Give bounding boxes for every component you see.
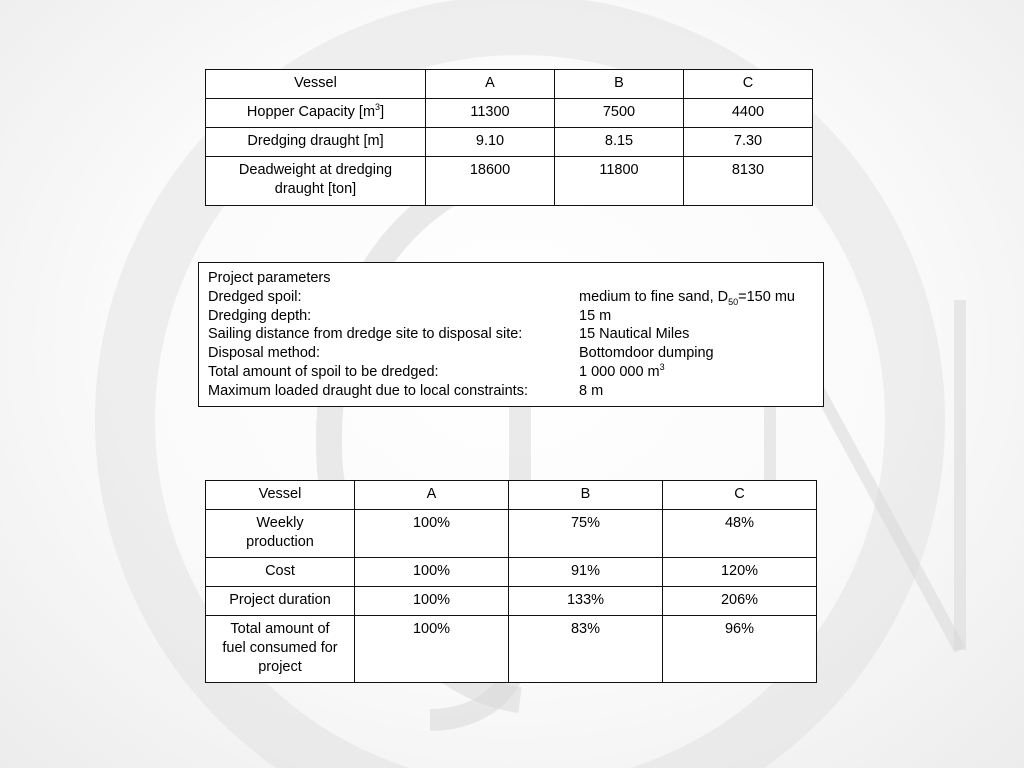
parameter-value: medium to fine sand, $D_{50}=150$ mu <box>579 288 795 307</box>
parameters-title: Project parameters <box>208 270 331 286</box>
table-cell: 100% <box>355 587 509 616</box>
row-label: Deadweight at dredging draught [ton] <box>206 157 426 206</box>
parameter-value: 1 000 000 $m^3$ <box>579 362 665 380</box>
parameter-row <box>208 363 823 382</box>
table-row <box>206 558 817 587</box>
parameter-label: Dredged spoil: <box>208 288 302 305</box>
table-header-row <box>206 481 817 510</box>
header-cell: A <box>355 481 509 510</box>
table-cell: 83% <box>509 616 663 683</box>
table-cell: 8.15 <box>555 128 684 157</box>
parameter-label: Sailing distance from dredge site to disposal site: <box>208 326 523 343</box>
row-label: Hopper Capacity $[m^3]$ <box>206 99 426 128</box>
project-parameters-box <box>198 262 824 407</box>
table-cell: 11800 <box>555 157 684 206</box>
table-cell: 75% <box>509 510 663 558</box>
row-label: Cost <box>206 558 355 587</box>
parameter-row <box>208 344 823 363</box>
table-cell: 120% <box>663 558 817 587</box>
table-cell: 100% <box>355 558 509 587</box>
table-cell: 9.10 <box>426 128 555 157</box>
parameter-value: 15 Nautical Miles <box>579 326 690 343</box>
table-row <box>206 99 813 128</box>
table-cell: 7.30 <box>684 128 813 157</box>
parameter-row <box>208 325 823 344</box>
table-cell: 206% <box>663 587 817 616</box>
row-label: Total amount of fuel consumed for project <box>206 616 355 683</box>
parameter-label: Disposal method: <box>208 345 321 362</box>
table-header-row <box>206 70 813 99</box>
table-row <box>206 157 813 206</box>
parameter-row <box>208 382 823 401</box>
parameter-row <box>208 288 823 307</box>
table-cell: 133% <box>509 587 663 616</box>
header-cell: C <box>684 70 813 99</box>
table-cell: 100% <box>355 616 509 683</box>
table-cell: 4400 <box>684 99 813 128</box>
parameter-row <box>208 307 823 326</box>
header-cell: B <box>509 481 663 510</box>
row-label: Dredging draught [m] <box>206 128 426 157</box>
header-cell: C <box>663 481 817 510</box>
parameter-value: Bottomdoor dumping <box>579 345 714 362</box>
table-cell: 18600 <box>426 157 555 206</box>
vessel-specs-table <box>205 69 813 206</box>
table-cell: 91% <box>509 558 663 587</box>
parameter-value: 8 m <box>579 382 604 399</box>
table-cell: 11300 <box>426 99 555 128</box>
table-cell: 7500 <box>555 99 684 128</box>
row-label: Project duration <box>206 587 355 616</box>
vessel-comparison-table <box>205 480 817 683</box>
table-cell: 100% <box>355 510 509 558</box>
header-cell: Vessel <box>206 481 355 510</box>
header-cell: B <box>555 70 684 99</box>
parameter-label: Maximum loaded draught due to local constraints: <box>208 382 528 399</box>
parameter-label: Dredging depth: <box>208 307 312 324</box>
parameter-label: Total amount of spoil to be dredged: <box>208 363 439 380</box>
table-row <box>206 510 817 558</box>
row-label: Weekly production <box>206 510 355 558</box>
table-row <box>206 128 813 157</box>
header-cell: Vessel <box>206 70 426 99</box>
table-cell: 8130 <box>684 157 813 206</box>
header-cell: A <box>426 70 555 99</box>
table-row <box>206 616 817 683</box>
table-cell: 96% <box>663 616 817 683</box>
parameter-value: 15 m <box>579 307 612 324</box>
table-cell: 48% <box>663 510 817 558</box>
table-row <box>206 587 817 616</box>
